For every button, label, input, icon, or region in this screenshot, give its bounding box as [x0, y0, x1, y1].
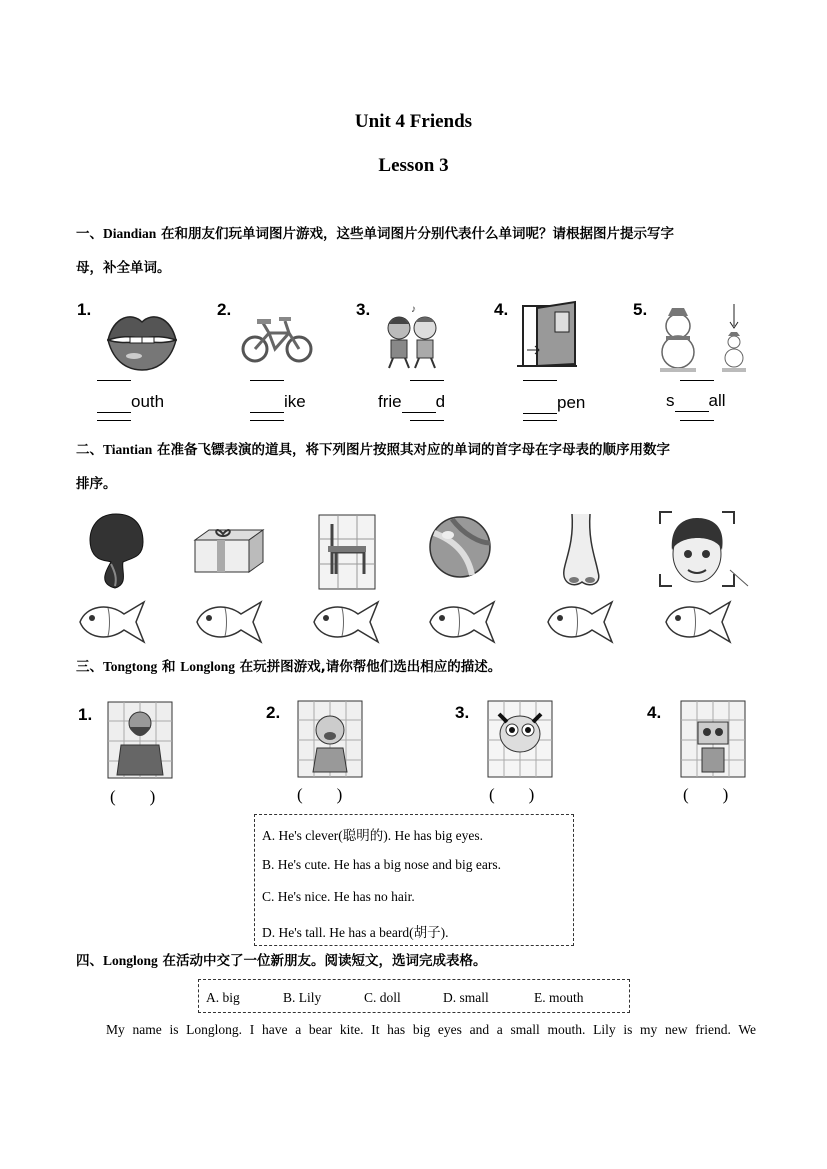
s1-item5-suffix: all [708, 391, 726, 410]
s1-item3-upper-line [410, 380, 444, 381]
s3-item4-number: 4. [647, 703, 662, 722]
section2-instruction [76, 433, 756, 501]
s1-item1-blank[interactable] [97, 392, 131, 413]
option-a: A. He's clever(聪明的). He has big eyes. [262, 828, 483, 843]
s1-item5-upper-line [680, 380, 714, 381]
section2-instruction-line1: 在准备飞镖表演的道具，将下列图片按照其对应的单词的首字母在字母表的顺序用数字 [152, 442, 670, 458]
hair-picture [85, 512, 147, 590]
s1-item5-prefix: s [666, 391, 675, 410]
s1-item2-suffix: ike [284, 392, 306, 411]
friends-picture [381, 304, 445, 370]
s1-item3-number: 3. [356, 300, 371, 319]
s1-item4-upper-line [523, 380, 557, 381]
s3-item4-answer[interactable]: ( ) [683, 785, 729, 804]
section1-instruction-line2: 母，补全单词。 [76, 260, 171, 276]
puzzle-big-eyes-picture [487, 700, 553, 778]
section3-and: 和 [157, 659, 181, 675]
section3-name2: Longlong [180, 659, 235, 674]
fish-icon[interactable] [428, 600, 498, 644]
fish-icon[interactable] [546, 600, 616, 644]
section4-name: Longlong [103, 953, 158, 968]
word-bank-e: E. mouth [534, 990, 584, 1005]
puzzle-bearded-man-picture [107, 701, 173, 779]
s1-item1-upper-line [97, 380, 131, 381]
word-bank-a: A. big [206, 990, 240, 1005]
section1-instruction-line1: 在和朋友们玩单词图片游戏，这些单词图片分别代表什么单词呢？请根据图片提示写字 [156, 226, 674, 242]
open-door-picture [517, 300, 583, 372]
s1-item4-answer [523, 393, 585, 414]
word-bank-d: D. small [443, 990, 489, 1005]
s1-item4-suffix: pen [557, 393, 586, 412]
option-b: B. He's cute. He has a big nose and big ears. [262, 857, 501, 872]
section1-marker: 一、 [76, 226, 103, 242]
s1-item4-number: 4. [494, 300, 509, 319]
s1-item2-lower-line [250, 420, 284, 421]
lesson-title: Lesson 3 [378, 155, 449, 176]
s1-item1-number: 1. [77, 300, 92, 319]
s1-item3-prefix: frie [378, 392, 402, 411]
s1-item5-number: 5. [633, 300, 648, 319]
puzzle-robot-picture [680, 700, 746, 778]
s1-item4-lower-line [523, 420, 557, 421]
ball-picture [428, 515, 492, 579]
s1-item3-answer [378, 392, 445, 413]
section2-instruction-line2: 排序。 [76, 476, 117, 492]
s3-item2-number: 2. [266, 703, 281, 722]
s3-item3-answer[interactable]: ( ) [489, 785, 535, 804]
section3-name: Tongtong [103, 659, 158, 674]
s1-item1-lower-line [97, 420, 131, 421]
option-c: C. He's nice. He has no hair. [262, 889, 415, 904]
s3-item1-answer[interactable]: ( ) [110, 787, 156, 806]
s1-item5-blank[interactable] [675, 391, 709, 412]
section3-marker: 三、 [76, 659, 103, 675]
snowmen-picture [656, 302, 748, 372]
face-picture [658, 510, 750, 590]
fish-icon[interactable] [312, 600, 382, 644]
nose-picture [556, 512, 606, 590]
s3-item2-answer[interactable]: ( ) [297, 785, 343, 804]
section2-marker: 二、 [76, 442, 103, 458]
section4-instruction-text: 在活动中交了一位新朋友。阅读短文，选词完成表格。 [157, 953, 487, 969]
lips-picture [104, 306, 180, 374]
s1-item2-blank[interactable] [250, 392, 284, 413]
section2-name: Tiantian [103, 442, 153, 457]
fish-icon[interactable] [78, 600, 148, 644]
s1-item1-suffix: outh [131, 392, 165, 411]
fish-icon[interactable] [664, 600, 734, 644]
unit-title: Unit 4 Friends [354, 111, 473, 132]
section1-name: Diandian [103, 226, 157, 241]
s1-item2-upper-line [250, 380, 284, 381]
section3-instruction-text: 在玩拼图游戏,请你帮他们选出相应的描述。 [234, 659, 502, 675]
word-bank-c: C. doll [364, 990, 401, 1005]
s1-item1-answer [97, 392, 164, 413]
puzzle-chair-picture [318, 514, 376, 590]
s1-item4-blank[interactable] [523, 393, 557, 414]
section4-marker: 四、 [76, 953, 103, 969]
s1-item5-answer [666, 391, 726, 412]
option-d: D. He's tall. He has a beard(胡子). [262, 925, 449, 940]
s1-item2-answer [250, 392, 306, 413]
reading-passage: My name is Longlong. I have a bear kite. It has big eyes and a small mouth. Lily is my new friend. We [106, 1022, 756, 1037]
section1-instruction [76, 217, 756, 285]
section4-instruction [76, 944, 756, 978]
svg-text:♪: ♪ [411, 304, 416, 315]
s1-item3-lower-line [410, 420, 444, 421]
s1-item3-suffix: d [435, 392, 446, 411]
s1-item3-blank[interactable] [402, 392, 436, 413]
bike-picture [241, 315, 315, 365]
s1-item5-lower-line [680, 420, 714, 421]
fish-icon[interactable] [195, 600, 265, 644]
word-bank-b: B. Lily [283, 990, 322, 1005]
s3-item1-number: 1. [78, 705, 93, 724]
section3-instruction [76, 650, 756, 684]
s1-item2-number: 2. [217, 300, 232, 319]
puzzle-cute-animal-picture [297, 700, 363, 778]
s3-item3-number: 3. [455, 703, 470, 722]
gift-picture [193, 524, 265, 574]
